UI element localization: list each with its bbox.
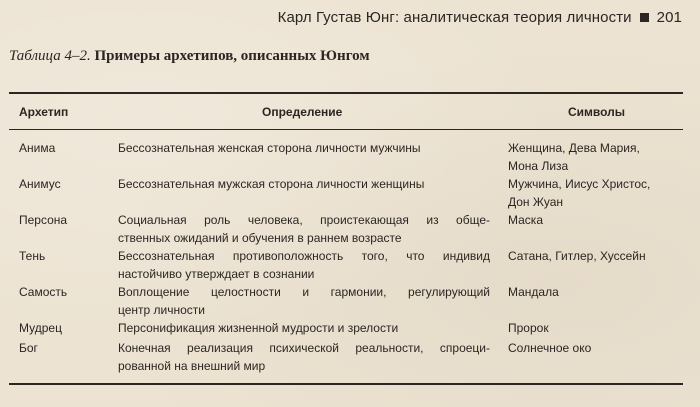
- cell-symbols-line: Мона Лиза: [508, 159, 569, 173]
- cell-symbols-line: Сатана, Гитлер, Хуссейн: [508, 249, 646, 263]
- cell-definition-line: Персонификация жизненной мудрости и зрелости: [118, 321, 399, 335]
- cell-definition-line: центр личности: [118, 303, 205, 317]
- page-number: 201: [656, 9, 682, 26]
- table-top-rule: [9, 92, 683, 94]
- cell-definition-line: Социальная роль человека, проистекающая из обще-: [118, 213, 490, 227]
- cell-definition-line: рованной на внешний мир: [118, 359, 266, 373]
- running-head: [278, 9, 682, 26]
- table-bottom-rule: [9, 383, 683, 385]
- table-header-rule: [9, 129, 683, 130]
- cell-definition-line: Конечная реализация психической реальности, спроеци-: [118, 341, 490, 355]
- square-bullet-icon: [640, 13, 649, 22]
- cell-archetype: Анимус: [19, 177, 61, 191]
- header-definition: Определение: [262, 105, 343, 119]
- cell-definition-line: настойчиво утверждает в сознании: [118, 267, 315, 281]
- header-archetype: Архетип: [19, 105, 69, 119]
- cell-archetype: Мудрец: [19, 321, 62, 335]
- cell-symbols-line: Маска: [508, 213, 543, 227]
- header-symbols: Символы: [568, 105, 626, 119]
- cell-symbols-line: Дон Жуан: [508, 195, 564, 209]
- cell-definition-line: Бессознательная женская сторона личности мужчины: [118, 141, 421, 155]
- cell-symbols-line: Женщина, Дева Мария,: [508, 141, 640, 155]
- cell-symbols-line: Мандала: [508, 285, 559, 299]
- running-head-title: Карл Густав Юнг: аналитическая теория личности: [277, 9, 632, 26]
- cell-symbols-line: Солнечное око: [508, 341, 592, 355]
- cell-archetype: Персона: [19, 213, 68, 227]
- table-caption: [9, 48, 370, 65]
- table-title: Примеры архетипов, описанных Юнгом: [94, 48, 370, 64]
- cell-symbols-line: Пророк: [508, 321, 549, 335]
- cell-definition-line: Бессознательная мужская сторона личности женщины: [118, 177, 425, 191]
- cell-definition-line: ственных ожиданий и обучения в раннем возрасте: [118, 231, 402, 245]
- cell-archetype: Анима: [19, 141, 56, 155]
- cell-definition-line: Бессознательная противоположность того, что индивид: [118, 249, 490, 263]
- cell-archetype: Тень: [19, 249, 46, 263]
- table-label: Таблица 4–2.: [9, 48, 91, 64]
- cell-archetype: Самость: [19, 285, 68, 299]
- cell-archetype: Бог: [19, 341, 38, 355]
- cell-symbols-line: Мужчина, Иисус Христос,: [508, 177, 651, 191]
- cell-definition-line: Воплощение целостности и гармонии, регулирующий: [118, 285, 490, 299]
